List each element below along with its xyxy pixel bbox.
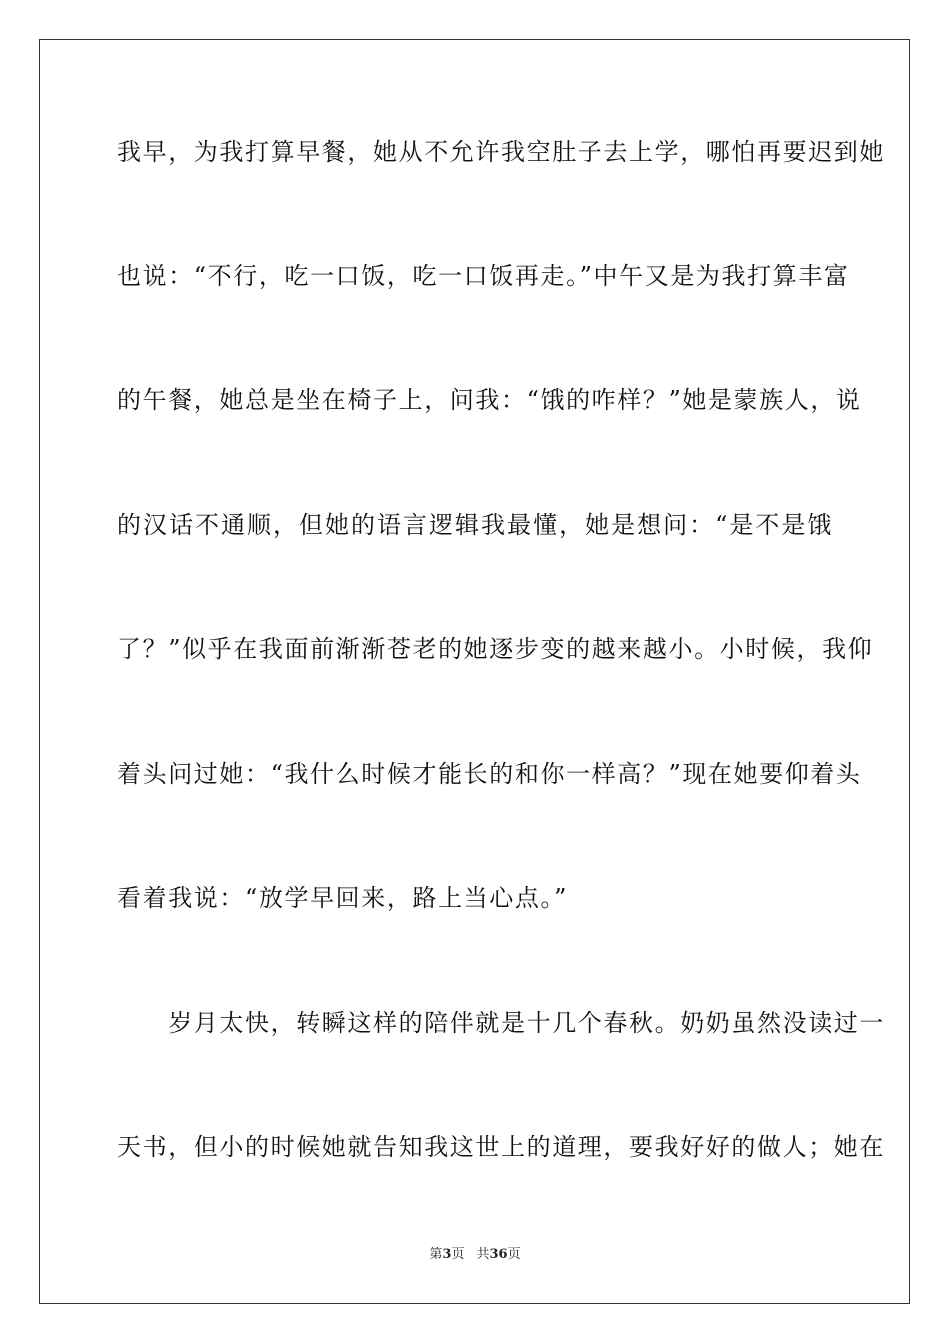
body-text-line: 的午餐，她总是坐在椅子上，问我：“饿的咋样？”她是蒙族人，说 xyxy=(117,386,862,414)
footer-total-suffix: 页 xyxy=(507,1247,521,1262)
body-text-line: 着头问过她：“我什么时候才能长的和你一样高？”现在她要仰着头 xyxy=(117,760,862,788)
body-text-line: 岁月太快，转瞬这样的陪伴就是十几个春秋。奶奶虽然没读过一 xyxy=(117,1009,885,1037)
footer-page-prefix: 第 xyxy=(429,1247,443,1262)
body-text-line: 天书，但小的时候她就告知我这世上的道理，要我好好的做人；她在 xyxy=(117,1133,885,1161)
body-text-line: 也说：“不行，吃一口饭，吃一口饭再走。”中午又是为我打算丰富 xyxy=(117,262,850,290)
footer-page-suffix: 页 xyxy=(451,1247,465,1262)
page-footer xyxy=(0,1246,950,1264)
footer-total-prefix: 共 xyxy=(476,1247,490,1262)
body-text-line: 我早，为我打算早餐，她从不允许我空肚子去上学，哪怕再要迟到她 xyxy=(117,138,885,166)
footer-total-pages: 36 xyxy=(489,1247,508,1262)
body-text-line: 看着我说：“放学早回来，路上当心点。” xyxy=(117,884,568,912)
page-frame xyxy=(39,39,910,1304)
body-text-line: 了？”似乎在我面前渐渐苍老的她逐步变的越来越小。小时候，我仰 xyxy=(117,635,874,663)
footer-page-number: 3 xyxy=(442,1247,452,1262)
body-text-line: 的汉话不通顺，但她的语言逻辑我最懂，她是想问：“是不是饿 xyxy=(117,511,833,539)
